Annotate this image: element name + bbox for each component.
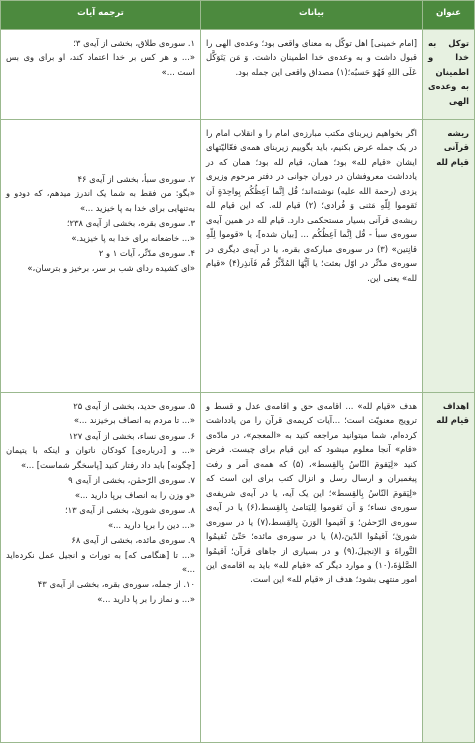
verse-item: ۶. سوره‌ی نساء، بخشی از آیه‌ی ۱۲۷ «... و [درباره‌ی] کودکان ناتوان و اینکه با یتیمان [چگونه] باید داد رفتار کنید [پاسخگر شماست] ...» <box>6 430 195 470</box>
row-title: اهداف قیام لله <box>423 393 475 743</box>
verse-item: ۸. سوره‌ی شوریٰ، بخشی از آیه‌ی ۱۳؛ «... دین را برپا دارید ...» <box>64 505 195 530</box>
verse-item: ۷. سوره‌ی الرّحمٰن، بخشی از آیه‌ی ۹ «و وزن را به انصاف برپا دارید ...» <box>68 475 195 500</box>
row-verses <box>1 120 201 393</box>
row-verses <box>1 393 201 743</box>
row-explanation: [امام خمینی] اهل توکّل به معنای واقعی بود؛ وعده‌ی الهی را قبول داشت و به وعده‌ی خدا اطمینان داشت. وَ مَن یَتَوَکَّل عَلَی اللهِ فَهُوَ حَسبُه؛(۱) مصداق واقعی این جمله بود. <box>201 30 423 120</box>
verse-item: ۹. سوره‌ی مائده، بخشی از آیه‌ی ۶۸ «... تا [هنگامی که] به تورات و انجیل عمل نکرده‌اید ...» <box>6 535 195 574</box>
verse-item: ۱۰. از جمله، سوره‌ی بقره، بخشی از آیه‌ی ۴۳ «... و نماز را بر پا دارید ...» <box>37 579 195 604</box>
row-explanation: هدف «قیام لله» ... اقامه‌ی حق و اقامه‌ی عدل و قسط و ترویج معنویّت است؛ ...آیات کریمه‌ی قرآن را من یادداشت کرده‌ام، شما میتوانید مراجعه کنید به «المعجم»، در مادّه‌ی «قام» آنجا معلوم میشود که این قیام برای چیست. فرض کنید «لِیَقومَ النّاسُ بِالقِسط»، (۵) که همه‌ی اَمر و رفت پیغمبران و ارسال رسل و انزال کتب برای این است که «لِیَقومَ النّاسُ بِالقِسط»؛ این یک آیه، یا در آیه‌ی شریفه‌ی سوره‌ی نساء؛ وَ اَن تَقوموا لِلیَتامیٰ بِالقِسط،(۶) یا در آیه‌ی سوره‌ی الرّحمٰن؛ وَ اَقیموا الوَزنَ بِالقِسط،(۷) یا در سوره‌ی شوریٰ؛ اَقیمُوا الدّینَ،(۸) یا در سوره‌ی مائده؛ حَتّیٰ تُقیمُوا التَّوراةَ وَ الاِنجیلَ،(۹) و در بسیاری از جاهای قرآن؛ اَقیمُوا الصَّلوٰةَ،(۱۰) و موارد دیگر که «قیام لله» باید به اقامه‌ی این امور منتهی بشود؛ هدف از «قیام لله» این است. <box>201 393 423 743</box>
header-verses: ترجمه آیات <box>1 1 201 30</box>
row-title: توکل به خدا و اطمینان به وعده‌ی الهی <box>423 30 475 120</box>
table-row <box>1 30 475 120</box>
verse-item: ۴. سوره‌ی مدّثّر، آیات ۱ و ۲ «ای کشیده ردای شب بر سر، برخیز و بترسان،» <box>27 248 195 273</box>
table-row <box>1 393 475 743</box>
table-row <box>1 120 475 393</box>
row-explanation: اگر بخواهیم زیربنای مکتب مبارزه‌ی امام را و انقلاب امام را در یک جمله عرض بکنیم، باید بگوییم زیربنای همه‌ی فعّالیّتهای ایشان «قیام لله» بود؛ همان، قیام لله بود؛ همان که در یادداشت معروفشان در دوران جوانی در دفتر مرحوم وزیری یزدی (رحمة الله علیه) نوشته‌اند؛ قُل اِنَّما اَعِظُکُم بِواحِدَةٍ اَن تَقوموا لِلّهِ مَثنی وَ فُرادی؛ (۲) قیام لله. که این قیام لله ریشه‌ی قرآنی بسیار مستحکمی دارد. قیام لله در همین آیه‌ی سوره‌ی سبأ - قُل اِنَّما اَعِظُکُم ... [بیان شده]، یا «قوموا لِلّهِ قانِتین» (۳) در سوره‌ی مبارکه‌ی بقره، یا در آیه‌ی دیگری در سوره‌ی مدّثّر در اوّل بعثت؛ یا اَیُّهَا المُدَّثِّرُ قُم فَاَنذِر(۴) «قیام لله» یعنی این. <box>201 120 423 393</box>
header-title: عنوان <box>423 1 475 30</box>
header-explanations: بیانات <box>201 1 423 30</box>
verse-item: ۵. سوره‌ی حدید، بخشی از آیه‌ی ۲۵ «... تا مردم به انصاف برخیزند ...» <box>73 401 195 426</box>
row-title: ریشه قرآنی قیام لله <box>423 120 475 393</box>
row-verses <box>1 30 201 120</box>
header-row <box>1 1 475 30</box>
verse-item: ۱. سوره‌ی طلاق، بخشی از آیه‌ی ۳؛ «... و هر کس بر خدا اعتماد کند، او برای وی بس است ...» <box>6 38 195 77</box>
verse-item: ۲. سوره‌ی سبأ، بخشی از آیه‌ی ۴۶ «بگو: من فقط به شما یک اندرز میدهم، که دودو و به‌تنهایی برای خدا به پا خیزید ...» <box>6 174 195 213</box>
verse-item: ۳. سوره‌ی بقره، بخشی از آیه‌ی ۲۳۸؛ «... خاضعانه برای خدا به پا خیزید.» <box>66 218 195 243</box>
